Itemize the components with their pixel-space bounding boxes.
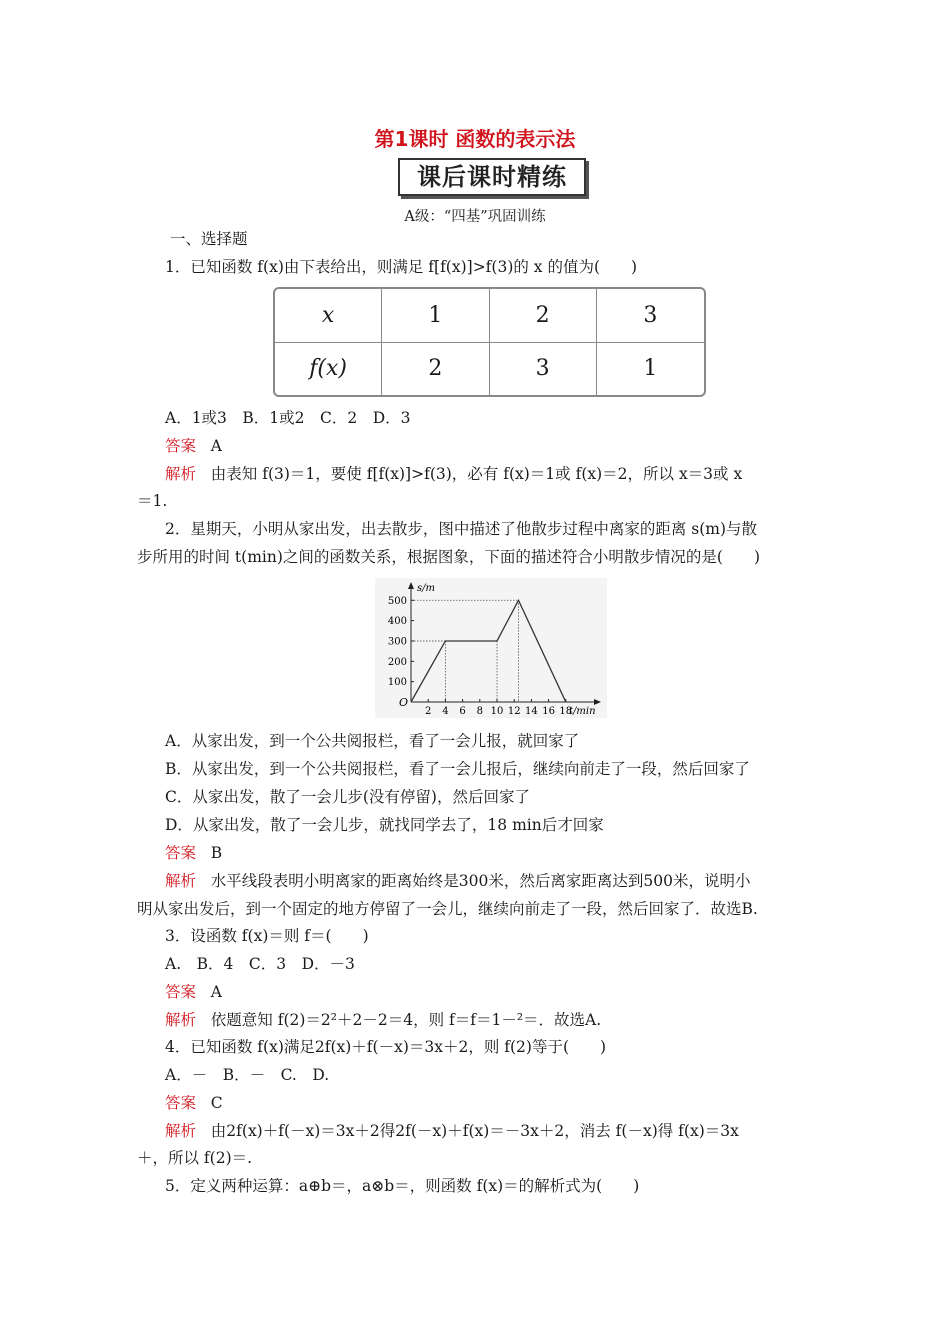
q4-analysis: 由2f(x)＋f(－x)＝3x＋2得2f(－x)＋f(x)＝－3x＋2，消去 f(－x)得 f(x)＝3x <box>210 1122 739 1140</box>
q2-option-a: A．从家出发，到一个公共阅报栏，看了一会儿报，就回家了 <box>165 732 580 750</box>
x-tick-label: 18 <box>559 706 573 717</box>
q1-answer: A <box>210 437 222 455</box>
x-tick-label: 14 <box>525 706 538 717</box>
section-banner: 课后课时精练 <box>398 158 586 196</box>
x-tick-label: 16 <box>542 706 555 717</box>
q1-analysis-cont: ＝1. <box>137 492 168 510</box>
x-tick-label: 2 <box>425 706 432 717</box>
q2-option-b: B．从家出发，到一个公共阅报栏，看了一会儿报后，继续向前走了一段，然后回家了 <box>165 760 750 778</box>
table-cell: 2 <box>490 289 597 343</box>
x-axis-label: t/min <box>569 706 596 717</box>
level-subtitle: A级：“四基”巩固训练 <box>404 209 546 225</box>
answer-label: 答案 <box>165 1094 197 1112</box>
table-cell: 1 <box>643 356 658 382</box>
y-tick-label: 100 <box>387 677 407 689</box>
q4-answer-line <box>165 1093 223 1113</box>
x-tick-label: 12 <box>507 706 521 717</box>
y-tick-label: 200 <box>387 656 407 668</box>
q2-analysis-cont: 明从家出发后，到一个固定的地方停留了一会儿，继续向前走了一段，然后回家了．故选B. <box>137 900 758 918</box>
page-title: 第1课时 函数的表示法 <box>374 127 576 151</box>
q1-analysis-line <box>165 464 742 484</box>
q4-stem: 4．已知函数 f(x)满足2f(x)＋f(－x)＝3x＋2，则 f(2)等于( ) <box>165 1038 607 1056</box>
q2-answer: B <box>210 844 223 862</box>
function-table <box>273 287 706 397</box>
origin-label: O <box>399 696 409 709</box>
q4-analysis-cont: ＋，所以 f(2)＝. <box>137 1149 253 1167</box>
q2-stem-cont: 步所用的时间 t(min)之间的函数关系，根据图象，下面的描述符合小明散步情况的是( ) <box>137 548 760 566</box>
table-cell: 1 <box>382 289 489 343</box>
analysis-label: 解析 <box>165 465 197 483</box>
section-heading: 一、选择题 <box>170 230 248 248</box>
q4-answer: C <box>210 1094 223 1112</box>
q1-answer-line <box>165 436 222 456</box>
y-tick-label: 400 <box>387 616 407 628</box>
q3-analysis: 依题意知 f(2)＝2²＋2－2＝4，则 f＝f＝1－²＝．故选A. <box>210 1011 602 1029</box>
table-cell: 3 <box>490 343 597 395</box>
answer-label: 答案 <box>165 983 197 1001</box>
analysis-label: 解析 <box>165 1122 197 1140</box>
x-tick-label: 4 <box>442 706 449 717</box>
x-tick-label: 10 <box>490 706 504 717</box>
q2-option-c: C．从家出发，散了一会儿步(没有停留)，然后回家了 <box>165 788 530 806</box>
q2-analysis-line <box>165 871 750 891</box>
q1-analysis: 由表知 f(3)＝1，要使 f[f(x)]>f(3)，必有 f(x)＝1或 f(x)＝2，所以 x＝3或 x <box>210 465 743 483</box>
q5-stem: 5．定义两种运算：a⊕b＝，a⊗b＝，则函数 f(x)＝的解析式为( ) <box>165 1177 640 1195</box>
analysis-label: 解析 <box>165 872 197 890</box>
q3-stem: 3．设函数 f(x)＝则 f＝( ) <box>165 927 369 945</box>
y-axis-label: s/m <box>417 583 435 594</box>
q2-analysis: 水平线段表明小明离家的距离始终是300米，然后离家距离达到500米，说明小 <box>210 872 751 890</box>
x-tick-label: 8 <box>476 706 483 717</box>
q4-options: A．－ B．－ C. D. <box>165 1066 330 1084</box>
table-cell: 2 <box>382 343 489 395</box>
table-cell: 3 <box>597 289 704 343</box>
analysis-label: 解析 <box>165 1011 197 1029</box>
answer-label: 答案 <box>165 437 197 455</box>
q2-answer-line <box>165 843 222 863</box>
distance-time-graph <box>375 578 607 718</box>
answer-label: 答案 <box>165 844 197 862</box>
q3-analysis-line <box>165 1010 601 1030</box>
table-header-x: x <box>275 289 382 343</box>
q3-options: A. B．4 C．3 D．－3 <box>165 955 355 973</box>
y-tick-label: 500 <box>387 595 407 607</box>
y-tick-label: 300 <box>387 636 407 648</box>
q1-options: A．1或3 B．1或2 C．2 D．3 <box>165 409 411 427</box>
q2-option-d: D．从家出发，散了一会儿步，就找同学去了，18 min后才回家 <box>165 816 604 834</box>
q2-stem: 2．星期天，小明从家出发，出去散步，图中描述了他散步过程中离家的距离 s(m)与散 <box>165 520 758 538</box>
x-tick-label: 6 <box>459 706 466 717</box>
q3-answer: A <box>210 983 222 1001</box>
q3-answer-line <box>165 982 222 1002</box>
graph-background <box>375 578 607 718</box>
q4-analysis-line <box>165 1121 739 1141</box>
q1-stem: 1．已知函数 f(x)由下表给出，则满足 f[f(x)]>f(3)的 x 的值为( ) <box>165 258 638 276</box>
table-header-fx: f(x) <box>275 343 382 395</box>
